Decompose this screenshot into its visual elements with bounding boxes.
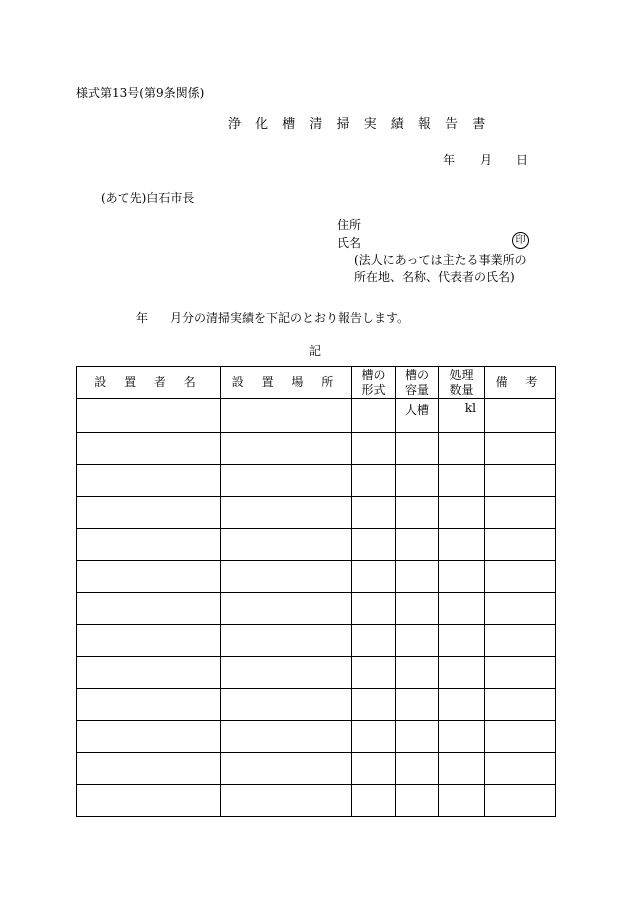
table-row [77,593,556,625]
table-row [77,657,556,689]
capacity-cell[interactable] [396,399,439,433]
capacity-unit: 人槽 [404,403,429,417]
remarks-cell[interactable] [485,529,556,561]
table-body [77,399,556,817]
processed-cell[interactable] [439,753,485,785]
remarks-cell[interactable] [485,561,556,593]
installer-name-cell[interactable] [77,399,221,433]
remarks-cell[interactable] [485,753,556,785]
date-month-label: 月 [480,153,493,167]
capacity-cell[interactable] [396,753,439,785]
location-cell[interactable] [221,433,352,465]
capacity-cell[interactable] [396,689,439,721]
capacity-cell[interactable] [396,657,439,689]
table-row [77,721,556,753]
form-title: 浄 化 槽 清 掃 実 績 報 告 書 [228,117,491,132]
location-cell[interactable] [221,561,352,593]
location-cell[interactable] [221,593,352,625]
installer-name-cell[interactable] [77,721,221,753]
table-row [77,561,556,593]
location-cell[interactable] [221,785,352,817]
installer-name-cell[interactable] [77,529,221,561]
table-row [77,433,556,465]
tank-type-cell[interactable] [352,529,396,561]
processed-cell[interactable] [439,399,485,433]
installer-name-cell[interactable] [77,433,221,465]
seal-mark: 印 [512,232,529,249]
installer-name-cell[interactable] [77,497,221,529]
capacity-cell[interactable] [396,497,439,529]
location-cell[interactable] [221,399,352,433]
processed-cell[interactable] [439,721,485,753]
ki-label: 記 [309,344,322,358]
location-cell[interactable] [221,721,352,753]
location-cell[interactable] [221,657,352,689]
header-installer-name: 設 置 者 名 [77,367,221,399]
installer-name-cell[interactable] [77,593,221,625]
address-label: 住所 [337,218,362,232]
remarks-cell[interactable] [485,497,556,529]
tank-type-cell[interactable] [352,785,396,817]
records-table [76,366,556,817]
location-cell[interactable] [221,529,352,561]
table-header-row [77,367,556,399]
tank-type-cell[interactable] [352,625,396,657]
remarks-cell[interactable] [485,465,556,497]
form-number: 様式第13号(第9条関係) [76,86,205,100]
remarks-cell[interactable] [485,399,556,433]
table-row [77,497,556,529]
table-row [77,689,556,721]
capacity-cell[interactable] [396,465,439,497]
processed-cell[interactable] [439,689,485,721]
name-label: 氏名 [337,236,362,250]
corporate-note-line2: 所在地、名称、代表者の氏名) [354,270,515,284]
processed-cell[interactable] [439,529,485,561]
location-cell[interactable] [221,689,352,721]
table-row [77,625,556,657]
location-cell[interactable] [221,465,352,497]
header-tank-type: 槽の 形式 [352,367,396,399]
tank-type-cell[interactable] [352,657,396,689]
tank-type-cell[interactable] [352,399,396,433]
header-tank-capacity: 槽の 容量 [396,367,439,399]
tank-type-cell[interactable] [352,753,396,785]
installer-name-cell[interactable] [77,689,221,721]
capacity-cell[interactable] [396,433,439,465]
table-row [77,399,556,433]
header-processed-amount: 処理 数量 [439,367,485,399]
remarks-cell[interactable] [485,625,556,657]
capacity-cell[interactable] [396,561,439,593]
processed-cell[interactable] [439,593,485,625]
processed-cell[interactable] [439,657,485,689]
remarks-cell[interactable] [485,657,556,689]
processed-cell[interactable] [439,625,485,657]
header-remarks: 備 考 [485,367,556,399]
installer-name-cell[interactable] [77,785,221,817]
capacity-cell[interactable] [396,785,439,817]
table-row [77,465,556,497]
capacity-cell[interactable] [396,593,439,625]
statement-year-label: 年 [136,311,149,325]
location-cell[interactable] [221,753,352,785]
capacity-cell[interactable] [396,529,439,561]
table-row [77,785,556,817]
tank-type-cell[interactable] [352,721,396,753]
remarks-cell[interactable] [485,785,556,817]
tank-type-cell[interactable] [352,593,396,625]
installer-name-cell[interactable] [77,465,221,497]
date-day-label: 日 [516,153,529,167]
tank-type-cell[interactable] [352,465,396,497]
installer-name-cell[interactable] [77,625,221,657]
processed-cell[interactable] [439,785,485,817]
location-cell[interactable] [221,497,352,529]
remarks-cell[interactable] [485,721,556,753]
remarks-cell[interactable] [485,433,556,465]
corporate-note-line1: (法人にあっては主たる事業所の [354,253,527,267]
remarks-cell[interactable] [485,593,556,625]
header-installation-location: 設 置 場 所 [221,367,352,399]
processed-cell[interactable] [439,465,485,497]
tank-type-cell[interactable] [352,433,396,465]
tank-type-cell[interactable] [352,561,396,593]
installer-name-cell[interactable] [77,561,221,593]
tank-type-cell[interactable] [352,497,396,529]
installer-name-cell[interactable] [77,657,221,689]
capacity-cell[interactable] [396,721,439,753]
processed-cell[interactable] [439,433,485,465]
statement-text: 月分の清掃実績を下記のとおり報告します。 [170,311,410,325]
table-row [77,529,556,561]
date-year-label: 年 [443,153,456,167]
capacity-cell[interactable] [396,625,439,657]
processed-cell[interactable] [439,561,485,593]
table-row [77,753,556,785]
installer-name-cell[interactable] [77,753,221,785]
processed-cell[interactable] [439,497,485,529]
tank-type-cell[interactable] [352,689,396,721]
remarks-cell[interactable] [485,689,556,721]
location-cell[interactable] [221,625,352,657]
recipient: (あて先)白石市長 [101,191,195,205]
processed-unit: kl [464,401,476,415]
